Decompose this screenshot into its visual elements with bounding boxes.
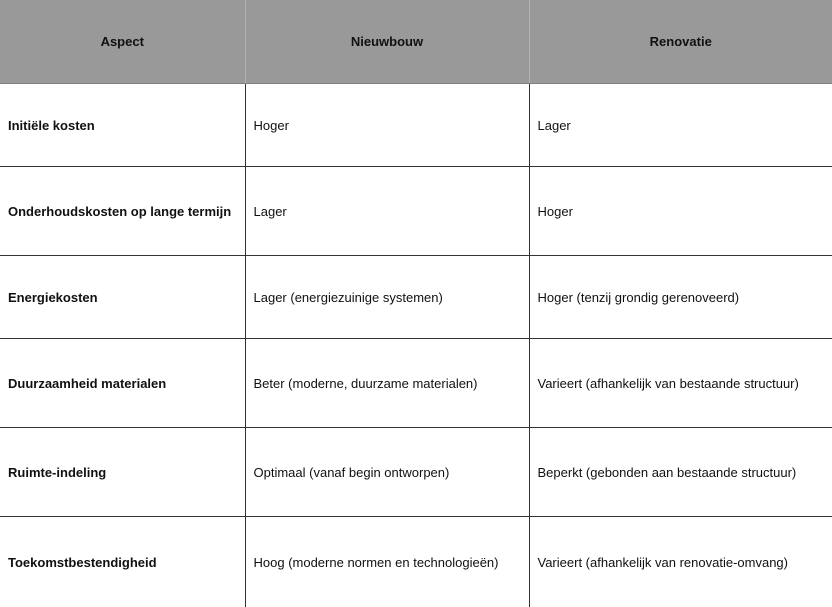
nieuwbouw-cell: Beter (moderne, duurzame materialen)	[245, 339, 529, 428]
aspect-cell: Energiekosten	[0, 256, 245, 339]
table-row	[0, 84, 832, 167]
header-renovatie: Renovatie	[529, 0, 832, 84]
renovatie-cell: Lager	[529, 84, 832, 167]
table-row	[0, 339, 832, 428]
aspect-cell: Toekomstbestendigheid	[0, 517, 245, 607]
table-row	[0, 256, 832, 339]
aspect-cell: Ruimte-indeling	[0, 428, 245, 517]
table-row	[0, 428, 832, 517]
renovatie-cell: Beperkt (gebonden aan bestaande structuur)	[529, 428, 832, 517]
renovatie-cell: Hoger	[529, 167, 832, 256]
header-nieuwbouw: Nieuwbouw	[245, 0, 529, 84]
nieuwbouw-cell: Optimaal (vanaf begin ontworpen)	[245, 428, 529, 517]
nieuwbouw-cell: Hoger	[245, 84, 529, 167]
renovatie-cell: Varieert (afhankelijk van bestaande structuur)	[529, 339, 832, 428]
table-row	[0, 167, 832, 256]
table-row	[0, 517, 832, 607]
renovatie-cell: Varieert (afhankelijk van renovatie-omvang)	[529, 517, 832, 607]
aspect-cell: Onderhoudskosten op lange termijn	[0, 167, 245, 256]
nieuwbouw-cell: Lager	[245, 167, 529, 256]
header-aspect: Aspect	[0, 0, 245, 84]
aspect-cell: Initiële kosten	[0, 84, 245, 167]
nieuwbouw-cell: Lager (energiezuinige systemen)	[245, 256, 529, 339]
renovatie-cell: Hoger (tenzij grondig gerenoveerd)	[529, 256, 832, 339]
aspect-cell: Duurzaamheid materialen	[0, 339, 245, 428]
header-row	[0, 0, 832, 84]
nieuwbouw-cell: Hoog (moderne normen en technologieën)	[245, 517, 529, 607]
